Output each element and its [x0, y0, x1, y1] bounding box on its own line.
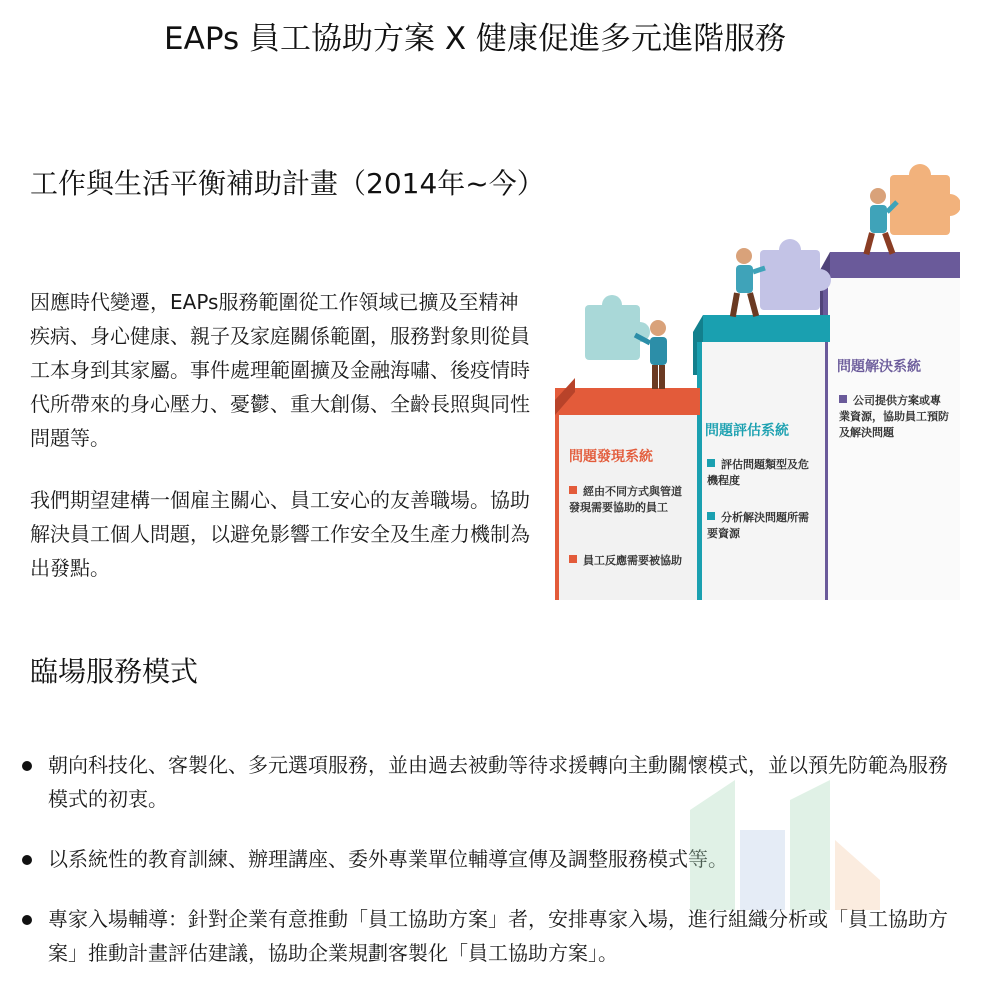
list-item: 以系統性的教育訓練、辦理講座、委外專業單位輔導宣傳及調整服務模式等。: [22, 842, 957, 876]
person-2-icon: [730, 248, 765, 317]
puzzle-piece-1-icon: [585, 295, 650, 360]
stage3-item-1: 公司提供方案或專業資源，協助員工預防及解決問題: [839, 394, 949, 439]
stage2-title: 問題評估系統: [705, 423, 789, 439]
bullet-dot-icon: [22, 915, 32, 925]
bullet-dot-icon: [22, 855, 32, 865]
eap-stairs-illustration: [555, 160, 960, 600]
orange-bullet-icon: [569, 555, 577, 563]
stage2-item-1: 評估問題類型及危機程度: [707, 458, 809, 487]
intro-paragraph: 因應時代變遷，EAPs服務範圍從工作領域已擴及至精神疾病、身心健康、親子及家庭關係範圍，服務對象則從員工本身到其家屬。事件處理範圍擴及金融海嘯、後疫情時代所帶來的身心壓力、憂鬱、重大創傷、全齡長照與同性問題等。: [30, 290, 530, 450]
stage2-edge: [697, 342, 702, 600]
list-item: 專家入場輔導：針對企業有意推動「員工協助方案」者，安排專家入場，進行組織分析或「員工協助方案」推動計畫評估建議，協助企業規劃客製化「員工協助方案」。: [22, 902, 957, 970]
stage3-top-step: [830, 252, 960, 280]
teal-bullet-icon: [707, 512, 715, 520]
stage1-edge: [555, 415, 559, 600]
teal-bullet-icon: [707, 459, 715, 467]
stage1-top-step: [555, 388, 700, 415]
page-title: EAPs 員工協助方案 X 健康促進多元進階服務: [164, 21, 786, 57]
logo-watermark-icon: [680, 770, 890, 920]
section-title-work-life-balance: 工作與生活平衡補助計畫（2014年~今）: [30, 167, 545, 200]
stage2-item-2: 分析解決問題所需要資源: [707, 511, 809, 540]
bullet-dot-icon: [22, 761, 32, 771]
puzzle-piece-3-icon: [890, 164, 960, 235]
stage2-top-step: [703, 315, 830, 342]
stage1-item-2: 員工反應需要被協助: [569, 553, 687, 569]
section-title-onsite-service: 臨場服務模式: [30, 655, 199, 688]
orange-bullet-icon: [569, 486, 577, 494]
list-item: 朝向科技化、客製化、多元選項服務，並由過去被動等待求援轉向主動關懷模式，並以預先防範為服務模式的初衷。: [22, 748, 957, 816]
stage1-item-1: 經由不同方式與管道發現需要協助的員工: [569, 485, 682, 514]
purple-bullet-icon: [839, 395, 847, 403]
stage3-title: 問題解決系統: [837, 359, 921, 375]
stage1-title: 問題發現系統: [569, 449, 653, 465]
goal-paragraph: 我們期望建構一個雇主關心、員工安心的友善職場。協助解決員工個人問題，以避免影響工作安全及生產力機制為出發點。: [30, 488, 530, 580]
